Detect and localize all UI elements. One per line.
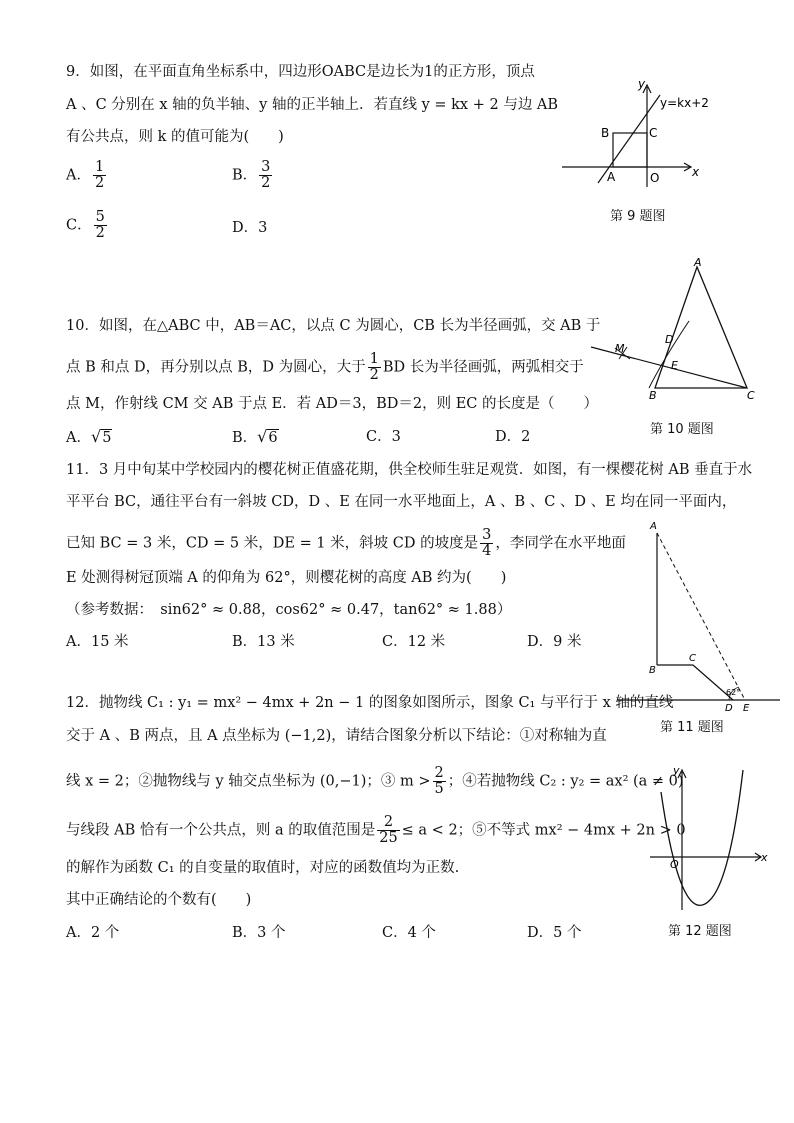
q10-option-c: C．3 <box>366 429 401 445</box>
q12-option-c: C．4 个 <box>382 925 436 941</box>
svg-text:O: O <box>670 858 679 871</box>
svg-text:C: C <box>747 389 755 402</box>
q10-line3: 点 M，作射线 CM 交 AB 于点 E．若 AD＝3，BD＝2，则 EC 的长度是（ ） <box>66 396 598 412</box>
q9-line1: 9．如图，在平面直角坐标系中，四边形OABC是边长为1的正方形，顶点 <box>66 64 535 80</box>
svg-text:O: O <box>650 171 660 185</box>
figure-10-caption: 第 10 题图 <box>650 422 714 437</box>
q10-option-b: B．√6 <box>232 427 278 446</box>
svg-text:M: M <box>615 342 625 355</box>
q12-option-b: B．3 个 <box>232 925 286 941</box>
figure-11-caption: 第 11 题图 <box>660 720 724 735</box>
q11-line3: 已知 BC = 3 米，CD = 5 米，DE = 1 米，斜坡 CD 的坡度是 $\frac{3}{4}$ ，李同学在水平地面 <box>66 527 626 559</box>
svg-text:D: D <box>725 703 733 714</box>
figure-12-caption: 第 12 题图 <box>668 924 732 939</box>
q12-line6: 其中正确结论的个数有( ) <box>66 892 252 908</box>
q12-line4: 与线段 AB 恰有一个公共点，则 a 的取值范围是 $\frac{2}{25}$ ≤ a < 2；⑤不等式 mx² − 4mx + 2n > 0 <box>66 814 686 846</box>
figure-10 <box>585 255 775 405</box>
q11-option-b: B．13 米 <box>232 634 295 650</box>
q11-line2: 平平台 BC，通往平台有一斜坡 CD，D 、E 在同一水平地面上，A 、B 、C 、D 、E 均在同一平面内， <box>66 494 737 510</box>
svg-text:B: B <box>649 665 656 676</box>
svg-text:B: B <box>601 126 610 140</box>
q10-option-d: D．2 <box>495 429 531 445</box>
q11-line5: （参考数据： sin62° ≈ 0.88，cos62° ≈ 0.47，tan62° ≈ 1.88） <box>66 602 512 618</box>
q12-line1: 12．抛物线 C₁ : y₁ = mx² − 4mx + 2n − 1 的图象如图所示，图象 C₁ 与平行于 x 轴的直线 <box>66 695 674 711</box>
svg-text:E: E <box>743 703 750 714</box>
svg-text:D: D <box>665 333 674 346</box>
svg-text:62°: 62° <box>726 688 741 697</box>
svg-text:B: B <box>649 389 657 402</box>
q12-line5: 的解作为函数 C₁ 的自变量的取值时，对应的函数值均为正数. <box>66 860 460 876</box>
svg-text:C: C <box>689 653 696 664</box>
svg-text:C: C <box>649 126 658 140</box>
q10-line2: 点 B 和点 D，再分别以点 B，D 为圆心，大于 $\frac{1}{2}$ BD 长为半径画弧，两弧相交于 <box>66 351 584 383</box>
q10-option-a: A．√5 <box>66 427 112 446</box>
q9-option-a: A． $\frac{1}{2}$ <box>66 159 105 191</box>
q9-option-d: D．3 <box>232 220 268 236</box>
figure-9-caption: 第 9 题图 <box>610 209 666 224</box>
q12-option-d: D．5 个 <box>527 925 582 941</box>
q11-line1: 11．3 月中旬某中学校园内的樱花树正值盛花期，供全校师生驻足观赏．如图，有一棵樱花树 AB 垂直于水 <box>66 462 753 478</box>
svg-text:A: A <box>650 521 657 532</box>
svg-text:A: A <box>694 256 702 269</box>
q10-line1: 10．如图，在△ABC 中，AB＝AC，以点 C 为圆心，CB 长为半径画弧，交 AB 于 <box>66 318 601 334</box>
q12-option-a: A．2 个 <box>66 925 120 941</box>
svg-text:y: y <box>638 77 646 91</box>
fig9-line-label: y=kx+2 <box>660 96 709 110</box>
figure-9 <box>560 75 720 190</box>
q11-option-a: A．15 米 <box>66 634 129 650</box>
q11-line4: E 处测得树冠顶端 A 的仰角为 62°，则樱花树的高度 AB 约为( ) <box>66 570 507 586</box>
q9-option-b: B． $\frac{3}{2}$ <box>232 159 271 191</box>
svg-text:A: A <box>607 170 616 184</box>
q9-line2: A 、C 分别在 x 轴的负半轴、y 轴的正半轴上．若直线 y = kx + 2 与边 AB <box>66 97 559 113</box>
figure-11 <box>615 515 785 715</box>
q9-line3: 有公共点，则 k 的值可能为( ) <box>66 129 284 145</box>
q12-line2: 交于 A 、B 两点，且 A 点坐标为 (−1,2)，请结合图象分析以下结论：①对称轴为直 <box>66 728 607 744</box>
q11-option-c: C．12 米 <box>382 634 446 650</box>
q11-option-d: D．9 米 <box>527 634 582 650</box>
svg-text:y: y <box>673 764 680 777</box>
svg-text:x: x <box>761 851 768 864</box>
q12-line3: 线 x = 2；②抛物线与 y 轴交点坐标为 (0,−1)；③ m > $\frac{2}{5}$ ；④若抛物线 C₂ : y₂ = ax² (a ≠ 0) <box>66 765 684 797</box>
svg-text:x: x <box>692 165 700 179</box>
svg-text:E: E <box>671 359 678 372</box>
q9-option-c: C． $\frac{5}{2}$ <box>66 209 105 241</box>
figure-12 <box>645 760 770 915</box>
